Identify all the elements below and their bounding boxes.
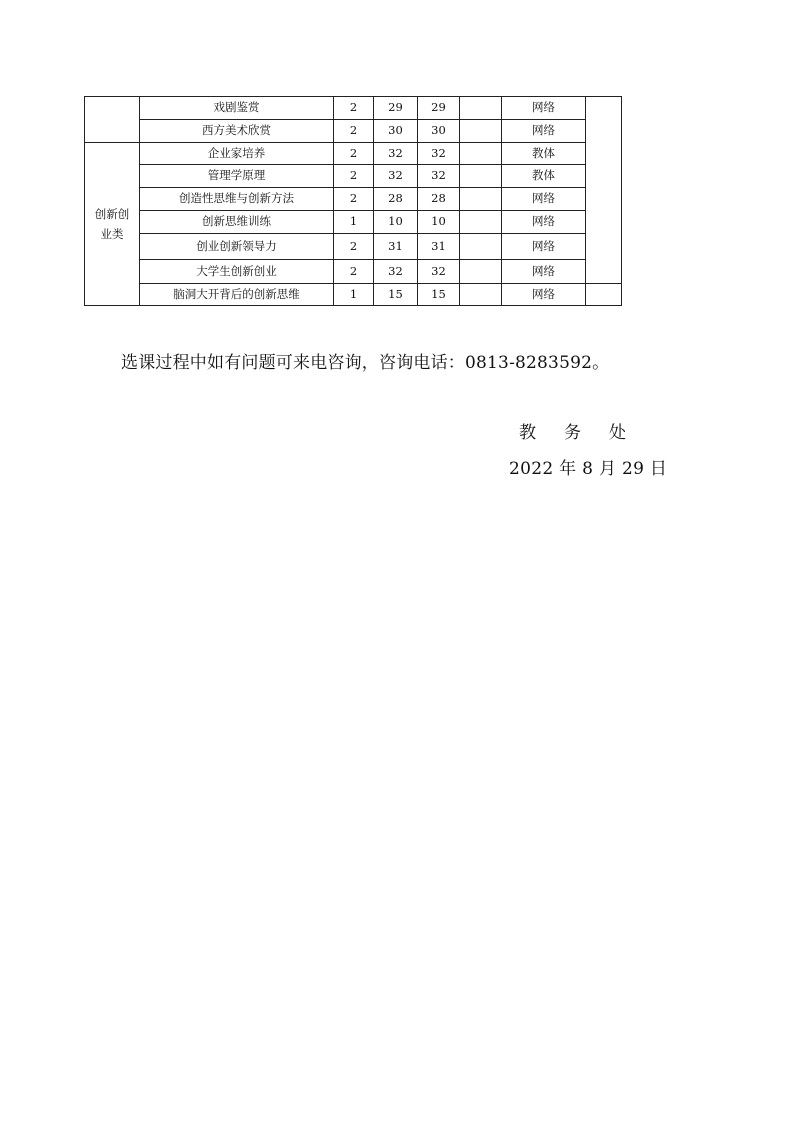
course-hours-total: 15	[374, 284, 418, 306]
course-hours: 15	[418, 284, 460, 306]
course-credits: 1	[334, 211, 374, 234]
course-name: 创造性思维与创新方法	[140, 188, 334, 211]
category-cell	[85, 97, 140, 143]
course-hours-total: 10	[374, 211, 418, 234]
course-extra	[460, 260, 502, 284]
course-hours-total: 32	[374, 260, 418, 284]
table-row	[85, 211, 622, 234]
table-row	[85, 97, 622, 120]
course-credits: 2	[334, 234, 374, 260]
course-hours: 28	[418, 188, 460, 211]
course-name: 西方美术欣赏	[140, 120, 334, 143]
course-name: 企业家培养	[140, 143, 334, 165]
course-mode: 教体	[502, 143, 586, 165]
course-credits: 2	[334, 143, 374, 165]
contact-notice: 选课过程中如有问题可来电咨询，咨询电话：0813-8283592。	[121, 353, 610, 373]
course-name: 大学生创新创业	[140, 260, 334, 284]
table-row	[85, 234, 622, 260]
course-extra	[460, 97, 502, 120]
course-mode: 网络	[502, 120, 586, 143]
course-hours: 29	[418, 97, 460, 120]
table-row	[85, 120, 622, 143]
table-row	[85, 284, 622, 306]
course-hours-total: 32	[374, 143, 418, 165]
course-mode: 网络	[502, 260, 586, 284]
course-hours: 10	[418, 211, 460, 234]
course-credits: 2	[334, 97, 374, 120]
course-extra	[460, 284, 502, 306]
course-mode: 网络	[502, 234, 586, 260]
course-mode: 教体	[502, 165, 586, 188]
course-extra	[460, 165, 502, 188]
course-hours-total: 28	[374, 188, 418, 211]
course-name: 脑洞大开背后的创新思维	[140, 284, 334, 306]
course-hours: 32	[418, 165, 460, 188]
category-label: 创新创业类	[94, 207, 130, 241]
table-row	[85, 188, 622, 211]
course-credits: 1	[334, 284, 374, 306]
course-hours: 32	[418, 260, 460, 284]
course-name: 管理学原理	[140, 165, 334, 188]
course-hours-total: 29	[374, 97, 418, 120]
course-extra	[460, 143, 502, 165]
course-mode: 网络	[502, 97, 586, 120]
table-row	[85, 143, 622, 165]
course-hours: 32	[418, 143, 460, 165]
course-hours-total: 30	[374, 120, 418, 143]
course-credits: 2	[334, 188, 374, 211]
table-row	[85, 165, 622, 188]
course-credits: 2	[334, 120, 374, 143]
course-hours-total: 32	[374, 165, 418, 188]
course-hours-total: 31	[374, 234, 418, 260]
course-credits: 2	[334, 260, 374, 284]
remarks-cell	[586, 284, 622, 306]
course-extra	[460, 211, 502, 234]
course-name: 创新思维训练	[140, 211, 334, 234]
issue-date: 2022 年 8 月 29 日	[509, 459, 668, 479]
signer: 教务处	[519, 423, 654, 443]
category-cell	[85, 143, 140, 306]
course-mode: 网络	[502, 211, 586, 234]
course-extra	[460, 188, 502, 211]
course-mode: 网络	[502, 188, 586, 211]
course-hours: 31	[418, 234, 460, 260]
course-extra	[460, 120, 502, 143]
course-extra	[460, 234, 502, 260]
remarks-cell	[586, 97, 622, 284]
course-table	[84, 96, 622, 306]
course-credits: 2	[334, 165, 374, 188]
course-mode: 网络	[502, 284, 586, 306]
course-name: 戏剧鉴赏	[140, 97, 334, 120]
table-row	[85, 260, 622, 284]
course-hours: 30	[418, 120, 460, 143]
course-name: 创业创新领导力	[140, 234, 334, 260]
